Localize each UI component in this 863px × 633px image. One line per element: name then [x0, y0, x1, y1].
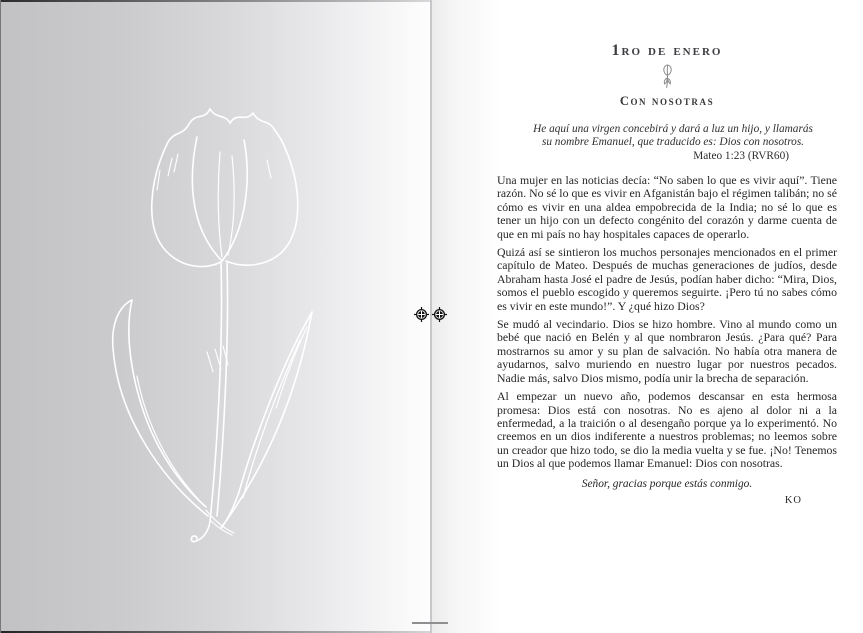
tulip-line-art — [1, 0, 432, 633]
ornament-container — [497, 63, 837, 90]
body-text — [497, 174, 837, 471]
body-paragraph: Una mujer en las noticias decía: “No saben lo que es vivir aquí”. Tiene razón. No sé lo que es vivir en Afganistán bajo el régimen talibán; no sé cómo es vivir en una aldea empobrecida de la India; no sé lo que es tener un hijo con un defecto congénito del corazón y darme cuenta de que en mi país no hay hospitales capaces de operarlo. — [497, 173, 837, 241]
page-title: 1ro de enero — [611, 42, 723, 59]
closing-prayer: Señor, gracias porque estás conmigo. — [581, 477, 753, 490]
section-title: Con nosotras — [619, 94, 715, 108]
tulip-ornament-icon — [660, 63, 675, 89]
left-page — [0, 0, 431, 633]
right-page — [431, 0, 863, 633]
body-paragraph: Quizá así se sintieron los muchos personajes mencionados en el primer capítulo de Mateo. Después de muchas generaciones de judíos, desde Abraham hasta José el padre de Jesús, podían haber dicho: “Mira, Dios, somos el pueblo escogido y queremos seguirte. ¡Pero tú no sabes cómo es vivir en este mundo!”. Y ¿qué hizo Dios? — [497, 245, 837, 313]
epigraph-citation: Mateo 1:23 (RVR60) — [693, 150, 789, 162]
body-paragraph: Se mudó al vecindario. Dios se hizo hombre. Vino al mundo como un bebé que nació en Belén y al que nombraron Jesús. ¿Para qué? Para mostrarnos su amor y su plan de salvación. No había otra manera de ayudarnos, salvo muriendo en nuestro lugar por nuestros pecados. Nadie más, salvo Dios mismo, podía unir la brecha de separación. — [497, 317, 837, 385]
epigraph-line: su nombre Emanuel, que traducido es: Dios con nosotros. — [541, 136, 805, 148]
text-column — [497, 42, 837, 506]
registration-mark-icon — [414, 307, 429, 322]
epigraph-line: He aquí una virgen concebirá y dará a luz un hijo, y llamarás — [533, 123, 813, 135]
author-initials: KO — [784, 494, 802, 506]
body-paragraph: Al empezar un nuevo año, podemos descansar en esta hermosa promesa: Dios está con nosotras. No es ajeno al dolor ni a la enfermedad, a la traición o al desengaño porque ya lo experimentó. No creemos en un dios indiferente a nuestros problemas; no leemos sobre un creador que hizo todo, se dio la media vuelta y se fue. ¡No! Tenemos un Dios al que podemos llamar Emanuel: Dios con nosotras. — [497, 389, 837, 471]
epigraph — [497, 123, 837, 163]
